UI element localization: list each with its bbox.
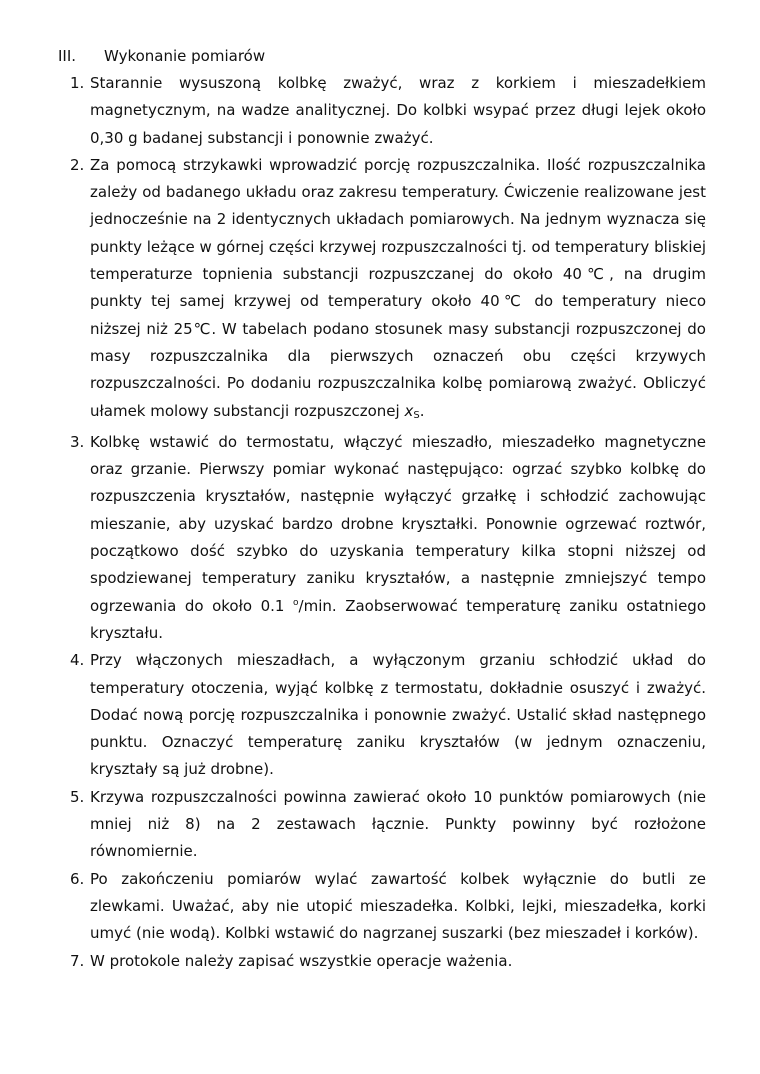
step-number: 1. — [70, 74, 85, 92]
step-2 — [70, 152, 706, 429]
step-4 — [70, 647, 706, 783]
section-title: Wykonanie pomiarów — [104, 47, 266, 65]
step-3 — [70, 429, 706, 647]
step-text: Za pomocą strzykawki wprowadzić porcję rozpuszczalnika. Ilość rozpuszczalnika zależy od badanego układu oraz zakresu temperatury. Ćwiczenie realizowane jest jednocześnie na 2 identycznych układach pomiarowych. Na jednym wyznacza się punkty leżące w górnej części krzywej rozpuszczalności tj. od temperatury bliskiej temperaturze topnienia substancji rozpuszczanej do około 40℃, na drugim punkty tej samej krzywej od temperatury około 40℃ do temperatury nieco niższej niż 25℃. W tabelach podano stosunek masy substancji rozpuszczonej do masy rozpuszczalnika dla pierwszych oznaczeń obu części krzywych rozpuszczalności. Po dodaniu rozpuszczalnika kolbę pomiarową zważyć. Obliczyć ułamek molowy substancji rozpuszczonej $x_S$. — [90, 155, 706, 421]
step-text — [90, 429, 706, 647]
step-text: Starannie wysuszoną kolbkę zważyć, wraz z korkiem i mieszadełkiem magnetycznym, na wadze analitycznej. Do kolbki wsypać przez długi lejek około 0,30 g badanej substancji i ponownie zważyć. — [90, 74, 706, 147]
step-text-tail: /min. Zaobserwować temperaturę zaniku ostatniego kryształu. — [90, 596, 706, 642]
step-1 — [70, 70, 706, 152]
degree-sign: o — [293, 597, 299, 608]
step-number: 7. — [70, 951, 85, 970]
step-text: Krzywa rozpuszczalności powinna zawierać około 10 punktów pomiarowych (nie mniej niż 8) na 2 zestawach łącznie. Punkty powinny być rozłożone równomiernie. — [90, 787, 706, 861]
step-text: Po zakończeniu pomiarów wylać zawartość kolbek wyłącznie do butli ze zlewkami. Uważać, aby nie utopić mieszadełka. Kolbki, lejki, mieszadełka, korki umyć (nie wodą). Kolbki wstawić do nagrzanej suszarki (bez mieszadeł i korków). — [90, 869, 706, 943]
section-heading — [58, 44, 265, 68]
section-number: III. — [58, 47, 77, 65]
step-number: 3. — [70, 432, 85, 451]
step-7 — [70, 948, 706, 975]
step-text-body: Kolbkę wstawić do termostatu, włączyć mieszadło, mieszadełko magnetyczne oraz grzanie. Pierwszy pomiar wykonać następująco: ogrzać szybko kolbkę do rozpuszczenia kryształów, następnie wyłączyć grzałkę i schłodzić zachowując mieszanie, aby uzyskać bardzo drobne kryształki. Ponownie ogrzewać roztwór, początkowo dość szybko do uzyskania temperatury kilka stopni niższej od spodziewanej temperatury zaniku kryształów, a następnie zmniejszyć tempo ogrzewania do około 0.1 — [90, 432, 706, 615]
step-text: W protokole należy zapisać wszystkie operacje ważenia. — [90, 951, 513, 970]
procedure-steps — [70, 70, 706, 975]
step-number: 2. — [70, 155, 85, 174]
step-text-body: Za pomocą strzykawki wprowadzić porcję rozpuszczalnika. Ilość rozpuszczalnika zależy od badanego układu oraz zakresu temperatury. Ćwiczenie realizowane jest jednocześnie na 2 identycznych układach pomiarowych. Na jednym wyznacza się punkty leżące w górnej części krzywej rozpuszczalności tj. od temperatury bliskiej temperaturze topnienia substancji rozpuszczanej do około 40℃, na drugim punkty tej samej krzywej od temperatury około 40℃ do temperatury nieco niższej niż 25℃. W tabelach podano stosunek masy substancji rozpuszczonej do masy rozpuszczalnika dla pierwszych oznaczeń obu części krzywych rozpuszczalności. Po dodaniu rozpuszczalnika kolbę pomiarową zważyć. Obliczyć ułamek molowy substancji rozpuszczonej — [90, 155, 706, 420]
step-number: 4. — [70, 651, 85, 670]
step-number: 5. — [70, 787, 85, 806]
mole-fraction-symbol: $x_S$ — [404, 401, 420, 421]
step-5 — [70, 784, 706, 866]
step-number: 6. — [70, 869, 85, 888]
step-text: Przy włączonych mieszadłach, a wyłączonym grzaniu schłodzić układ do temperatury otoczenia, wyjąć kolbkę z termostatu, dokładnie osuszyć i zważyć. Dodać nową porcję rozpuszczalnika i ponownie zważyć. Ustalić skład następnego punktu. Oznaczyć temperaturę zaniku kryształów (w jednym oznaczeniu, kryształy są już drobne). — [90, 651, 706, 779]
step-6 — [70, 866, 706, 948]
